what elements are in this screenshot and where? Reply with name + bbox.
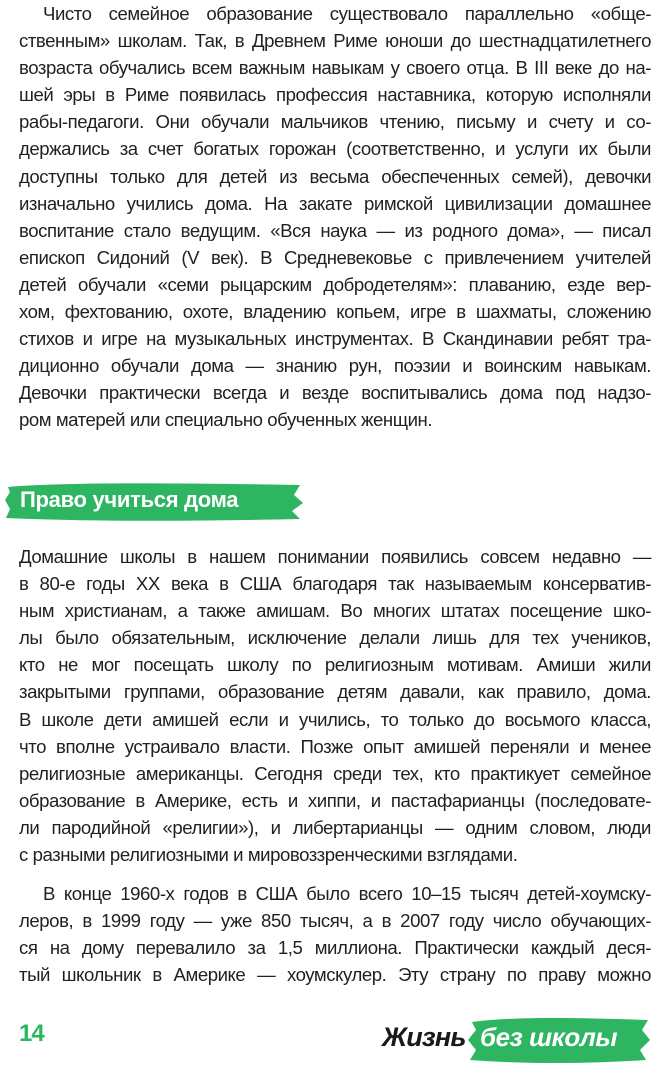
text-line: ли пародийной «религии»), и либертарианцы — одним словом, люди bbox=[19, 816, 651, 838]
paragraph-homeschool-statistics bbox=[19, 880, 651, 988]
text-line: ным христианам, а также амишам. Во многих штатах посещение шко- bbox=[19, 600, 651, 622]
text-line: религиозные американцы. Сегодня среди тех, кто практикует семейное bbox=[19, 762, 651, 784]
section-heading: Право учиться дома bbox=[20, 487, 239, 512]
text-line: шей эры в Риме появилась профессия наставника, которую исполняли bbox=[19, 84, 651, 106]
text-line: ся на дому перевалило за 1,5 миллиона. Практически каждый деся- bbox=[19, 937, 651, 959]
text-line: Девочки практически всегда и везде воспитывались дома под надзо- bbox=[19, 382, 651, 404]
text-line: епископ Сидоний (V век). В Средневековье с привлечением учителей bbox=[19, 246, 651, 268]
paragraph-family-education-history bbox=[19, 0, 651, 434]
text-line: диционно обучали дома — знанию рун, поэзии и воинским навыкам. bbox=[19, 355, 651, 377]
text-line: доступны только для детей из весьма обеспеченных семей), девочки bbox=[19, 165, 651, 187]
text-line: с разными религиозными и мировоззренческими взглядами. bbox=[19, 844, 518, 866]
text-line: закрытыми группами, образование детям давали, как правило, дома. bbox=[19, 681, 651, 703]
text-line: что вполне устраивало власти. Позже опыт амишей переняли и менее bbox=[19, 735, 651, 757]
text-line: В конце 1960-х годов в США было всего 10–15 тысяч детей-хоумску- bbox=[43, 883, 651, 904]
text-line: ственным» школам. Так, в Древнем Риме юноши до шестнадцатилетнего bbox=[19, 30, 651, 52]
text-line: тый школьник в Америке — хоумскулер. Эту страну по праву можно bbox=[19, 964, 651, 986]
text-line: стихов и игре на музыкальных инструментах. В Скандинавии ребят тра- bbox=[19, 328, 651, 350]
text-line: образование в Америке, есть и хиппи, и пастафарианцы (последовате- bbox=[19, 789, 651, 811]
magazine-logo bbox=[380, 1014, 652, 1066]
paragraph-homeschool-usa bbox=[19, 543, 651, 868]
text-line: возраста обучались всем важным навыкам у своего отца. В III веке до на- bbox=[19, 57, 651, 79]
text-line: детей обучали «семи рыцарским добродетелям»: плаванию, езде вер- bbox=[19, 273, 651, 295]
text-line: хом, фехтованию, охоте, владению копьем, игре в шахматы, сложению bbox=[19, 301, 651, 323]
section-heading-banner bbox=[4, 481, 304, 522]
text-line: Чисто семейное образование существовало параллельно «обще- bbox=[43, 3, 651, 24]
text-line: держались за счет богатых горожан (соответственно, и услуги их были bbox=[19, 138, 651, 160]
text-line: ром матерей или специально обученных женщин. bbox=[19, 409, 433, 431]
text-line: лы было обязательным, исключение делали лишь для тех учеников, bbox=[19, 627, 651, 649]
page-number: 14 bbox=[19, 1020, 44, 1047]
text-line: леров, в 1999 году — уже 850 тысяч, а в 2007 году число обучающих- bbox=[19, 910, 651, 932]
text-line: В школе дети амишей если и учились, то только до восьмого класса, bbox=[19, 708, 651, 730]
logo-tag: без школы bbox=[480, 1022, 618, 1052]
text-line: изначально учились дома. На закате римской цивилизации домашнее bbox=[19, 192, 651, 214]
text-line: воспитание стало ведущим. «Вся наука — из родного дома», — писал bbox=[19, 219, 651, 241]
text-line: кто не мог посещать школу по религиозным мотивам. Амиши жили bbox=[19, 654, 651, 676]
logo-word: Жизнь bbox=[382, 1022, 466, 1052]
text-line: рабы-педагоги. Они обучали мальчиков чтению, письму и счету и со- bbox=[19, 111, 651, 133]
text-line: в 80-е годы XX века в США благодаря так называемым консерватив- bbox=[19, 573, 651, 595]
text-line: Домашние школы в нашем понимании появились совсем недавно — bbox=[19, 546, 651, 567]
